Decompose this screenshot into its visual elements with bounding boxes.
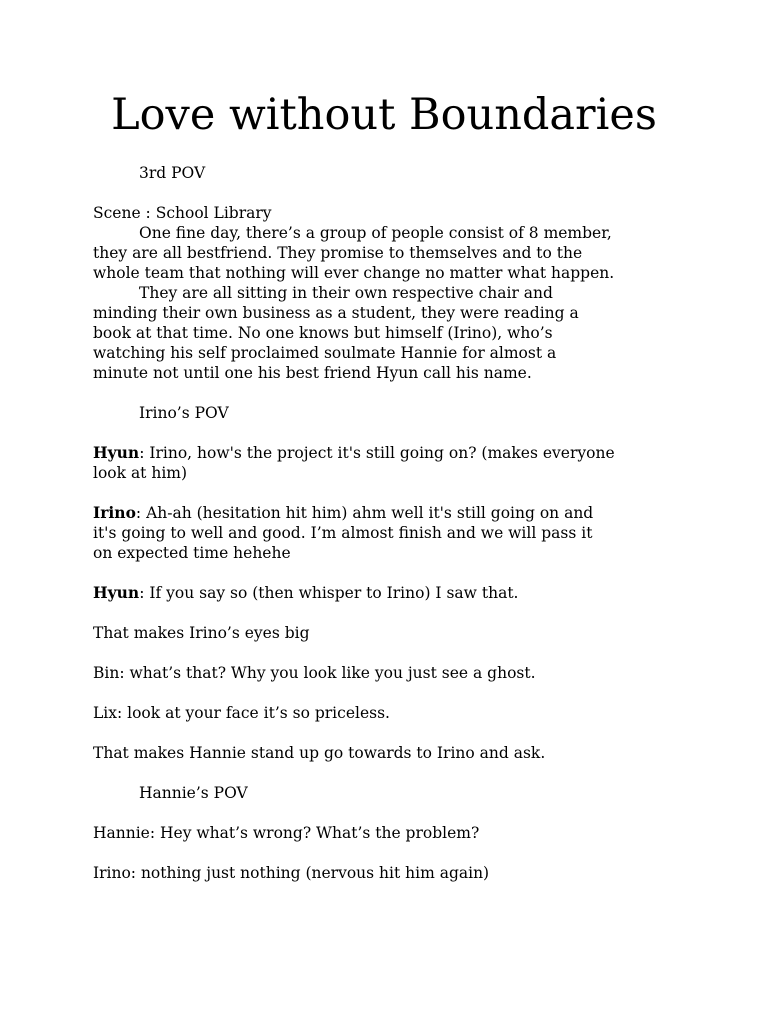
dialogue-line	[93, 443, 705, 463]
document-title: Love without Boundaries	[111, 90, 657, 140]
blank-line	[93, 723, 705, 743]
document-body	[93, 163, 705, 883]
paragraph-line: minding their own business as a student, they were reading a	[93, 304, 579, 322]
dialogue-line: Bin: what’s that? Why you look like you just see a ghost.	[93, 664, 536, 682]
dialogue-line	[93, 583, 705, 603]
pov-heading: 3rd POV	[139, 164, 206, 182]
blank-line	[93, 603, 705, 623]
paragraph-line: One fine day, there’s a group of people consist of 8 member,	[139, 224, 612, 242]
dialogue-line: on expected time hehehe	[93, 544, 291, 562]
pov-heading: Irino’s POV	[139, 404, 229, 422]
blank-line	[93, 683, 705, 703]
blank-line	[93, 383, 705, 403]
speaker-name: Irino	[93, 503, 136, 522]
dialogue-line: look at him)	[93, 464, 188, 482]
narration-line: That makes Hannie stand up go towards to Irino and ask.	[93, 744, 546, 762]
blank-line	[93, 803, 705, 823]
blank-line	[93, 183, 705, 203]
paragraph-line: minute not until one his best friend Hyun call his name.	[93, 364, 532, 382]
blank-line	[93, 483, 705, 503]
blank-line	[93, 843, 705, 863]
pov-heading: Hannie’s POV	[139, 784, 248, 802]
blank-line	[93, 643, 705, 663]
dialogue-line	[93, 503, 705, 523]
speaker-name: Hyun	[93, 443, 140, 462]
narration-line: That makes Irino’s eyes big	[93, 624, 310, 642]
dialogue-line: Lix: look at your face it’s so priceless.	[93, 704, 390, 722]
paragraph-line: whole team that nothing will ever change no matter what happen.	[93, 264, 615, 282]
dialogue-text: : Irino, how's the project it's still going on? (makes everyone	[139, 444, 615, 462]
dialogue-text: : If you say so (then whisper to Irino) I saw that.	[139, 584, 519, 602]
paragraph-line: book at that time. No one knows but himself (Irino), who’s	[93, 324, 553, 342]
speaker-name: Hyun	[93, 583, 140, 602]
dialogue-line: it's going to well and good. I’m almost finish and we will pass it	[93, 524, 593, 542]
paragraph-line: they are all bestfriend. They promise to themselves and to the	[93, 244, 583, 262]
blank-line	[93, 763, 705, 783]
blank-line	[93, 563, 705, 583]
scene-line: Scene : School Library	[93, 204, 272, 222]
blank-line	[93, 423, 705, 443]
paragraph-line: watching his self proclaimed soulmate Hannie for almost a	[93, 344, 557, 362]
paragraph-line: They are all sitting in their own respective chair and	[139, 284, 553, 302]
dialogue-line: Hannie: Hey what’s wrong? What’s the problem?	[93, 824, 480, 842]
dialogue-line: Irino: nothing just nothing (nervous hit him again)	[93, 864, 490, 882]
dialogue-text: : Ah-ah (hesitation hit him) ahm well it's still going on and	[135, 504, 594, 522]
